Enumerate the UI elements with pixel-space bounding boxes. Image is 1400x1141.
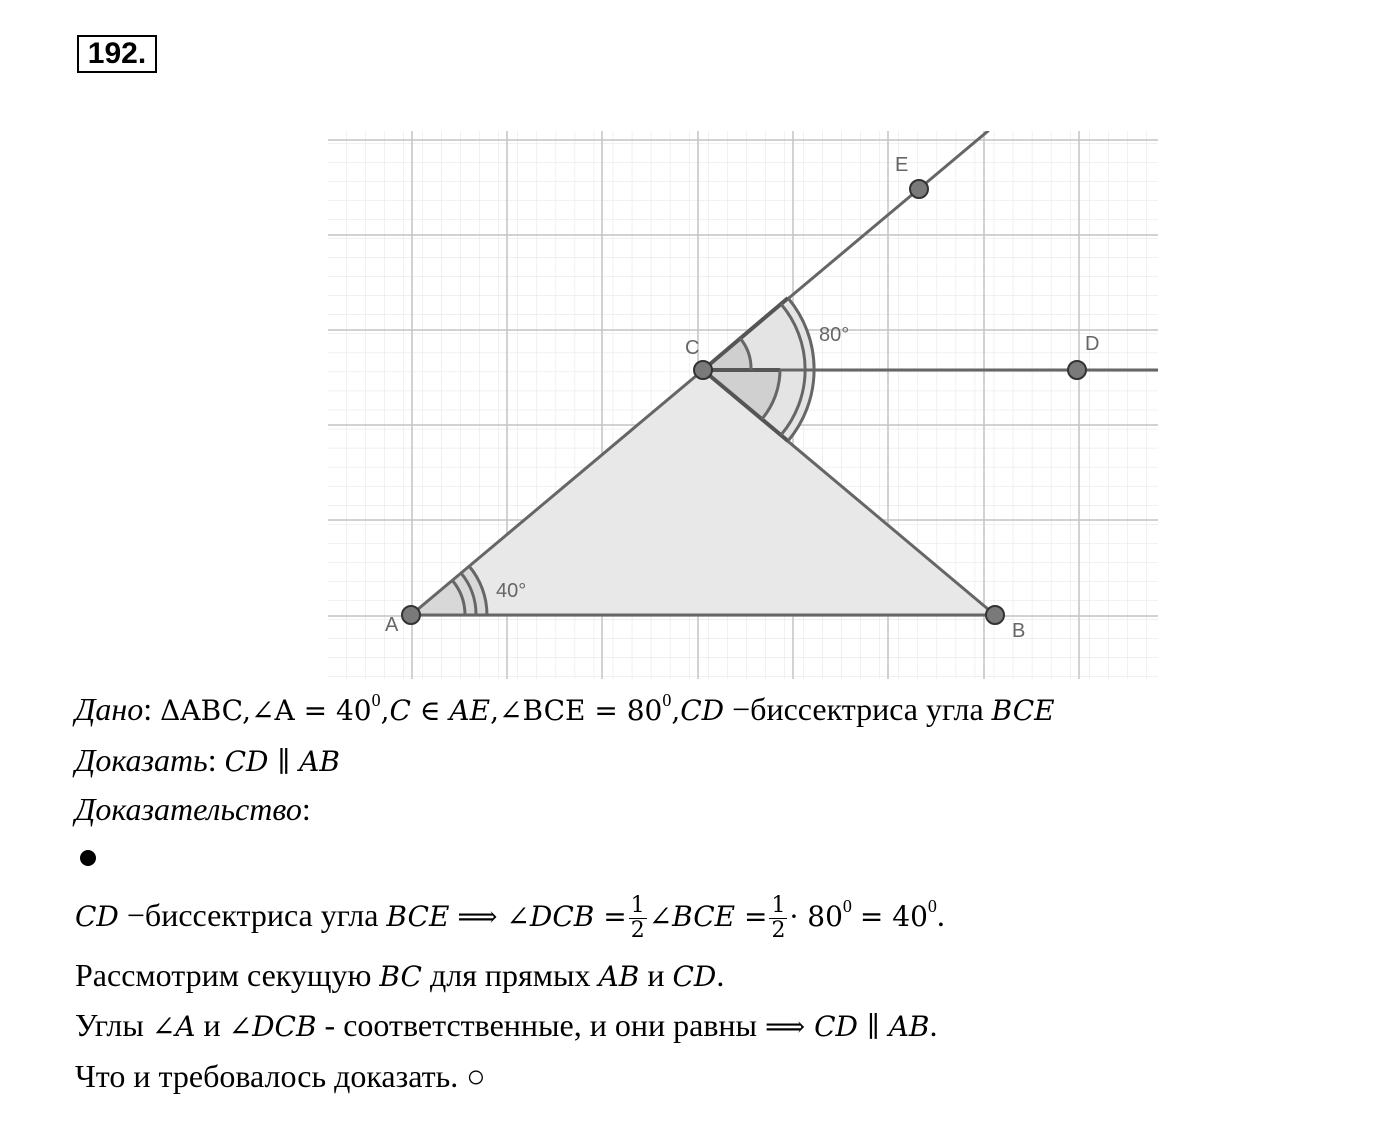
proof-label: Доказательство [75, 791, 302, 827]
l3-dcb: ∠DCB [228, 1010, 317, 1043]
l3-a: ∠A [151, 1010, 196, 1043]
proof-colon: : [301, 791, 311, 827]
proof-line-3 [75, 1005, 938, 1047]
degree-1: 0 [371, 690, 381, 710]
problem-number: 192. [77, 35, 157, 73]
l2-bc: BC [379, 960, 422, 993]
l2-ab: AB [598, 960, 640, 993]
l1-end: . [936, 896, 945, 933]
given-colon: : [143, 691, 153, 727]
prove-colon: : [207, 742, 217, 778]
label-d: D [1085, 333, 1100, 355]
l2-end: . [716, 957, 725, 993]
qed-text: Что и требовалось доказать. ○ [75, 1058, 486, 1094]
fraction-half-2 [769, 894, 787, 943]
given-line: Дано: ΔABC,∠A = $40^0,C$ ∈ AE,∠BCE = $80^0,CD$ −биссектриса угла BCE [75, 690, 1055, 727]
l2-cd: CD [672, 960, 717, 993]
l2-t1: Рассмотрим секущую [75, 957, 372, 993]
proof-line-1 [75, 894, 945, 943]
given-triangle: ΔABC [160, 694, 243, 727]
l1-text: −биссектриса угла [126, 896, 379, 933]
angle-a-label: 40° [496, 580, 527, 602]
l1-bce2: ∠BCE = [648, 899, 768, 933]
bullet [80, 850, 96, 866]
given-bisector-text: −биссектриса угла [732, 691, 984, 727]
l1-implies: ⟹ ∠DCB = [457, 899, 627, 933]
angle-bce-label: 80° [819, 324, 850, 346]
fraction-half-1 [629, 894, 647, 943]
degree-4: 0 [927, 895, 937, 916]
given-bisector-angle: BCE [991, 694, 1055, 727]
label-c: C [685, 337, 700, 359]
proof-label-line [75, 789, 311, 829]
frac1-num: 1 [630, 893, 645, 918]
given-label: Дано [75, 691, 144, 727]
point-b [986, 606, 1004, 624]
proof-line-2 [75, 955, 724, 997]
degree-2: 0 [662, 690, 672, 710]
l3-t2: и [203, 1007, 221, 1043]
l3-t3: - соответственные, и они равны [324, 1007, 758, 1043]
label-a: A [385, 614, 399, 636]
given-point-c: C ∈ AE [389, 694, 491, 727]
l3-t1: Углы [75, 1007, 144, 1043]
label-e: E [895, 154, 909, 176]
given-angle-a: ∠A = 40 [251, 694, 372, 727]
l1-bce: BCE [386, 899, 450, 933]
given-angle-bce: ∠BCE = 80 [499, 694, 663, 727]
prove-label: Доказать [75, 742, 208, 778]
l3-end: . [929, 1007, 938, 1043]
frac1-den: 2 [630, 918, 645, 943]
prove-line [75, 740, 340, 782]
degree-3: 0 [842, 895, 852, 916]
point-a [402, 606, 420, 624]
point-d [1068, 361, 1086, 379]
given-cd: CD [680, 694, 725, 727]
frac2-den: 2 [771, 918, 786, 943]
l1-times: · 80 [789, 899, 843, 933]
point-c [694, 361, 712, 379]
prove-statement: CD ∥ AB [224, 745, 340, 778]
frac2-num: 1 [771, 893, 786, 918]
l2-t2: для прямых [429, 957, 591, 993]
l1-cd: CD [75, 899, 119, 933]
geometry-figure [328, 131, 1158, 679]
l3-conclusion: ⟹ CD ∥ AB [765, 1010, 930, 1043]
point-e [910, 180, 928, 198]
l2-t3: и [647, 957, 665, 993]
l1-eq: = 40 [859, 899, 928, 933]
label-b: B [1012, 620, 1026, 642]
proof-line-4 [75, 1056, 486, 1096]
